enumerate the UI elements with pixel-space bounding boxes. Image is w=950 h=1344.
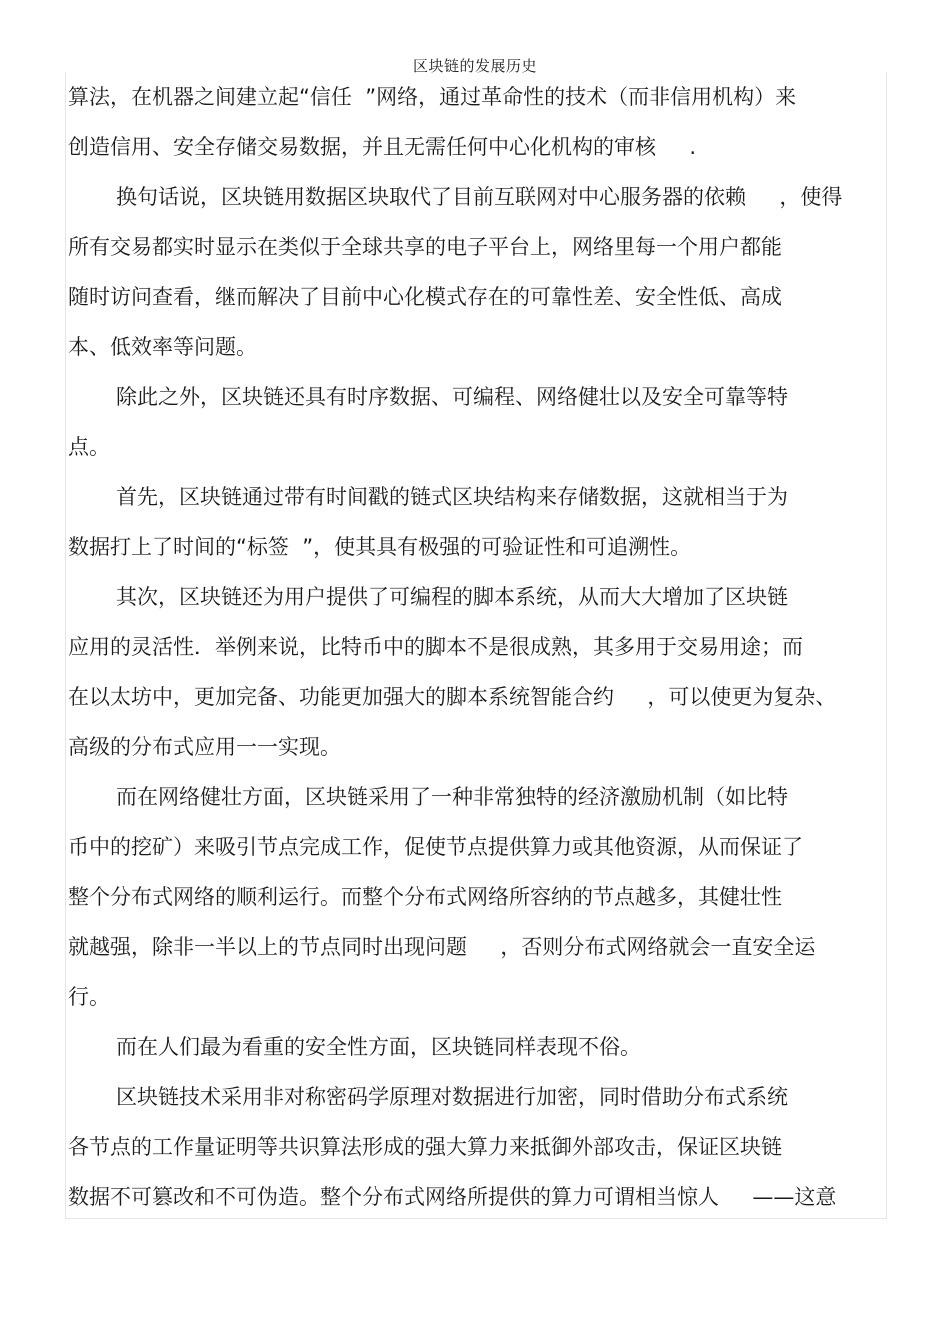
text-line: 应用的灵活性．举例来说，比特币中的脚本不是很成熟，其多用于交易用途；而 (68, 635, 803, 659)
text-line: 而在网络健壮方面，区块链采用了一种非常独特的经济激励机制（如比特 (116, 785, 788, 809)
text-line: 算法，在机器之间建立起“信任 ”网络，通过革命性的技术（而非信用机构）来 (68, 85, 797, 109)
text-line: 所有交易都实时显示在类似于全球共享的电子平台上，网络里每一个用户都能 (68, 235, 782, 259)
text-line: 各节点的工作量证明等共识算法形成的强大算力来抵御外部攻击，保证区块链 (68, 1135, 782, 1159)
text-line: 本、低效率等问题。 (68, 335, 257, 359)
text-line: 数据打上了时间的“标签 ”，使其具有极强的可验证性和可追溯性。 (68, 535, 692, 559)
text-line: 在以太坊中，更加完备、功能更加强大的脚本系统智能合约 ，可以使更为复杂、 (68, 685, 837, 709)
text-line: 高级的分布式应用一一实现。 (68, 735, 341, 759)
text-line: 数据不可篡改和不可伪造。整个分布式网络所提供的算力可谓相当惊人 ——这意 (68, 1185, 837, 1209)
text-line: 就越强，除非一半以上的节点同时出现问题 ，否则分布式网络就会一直安全运 (68, 935, 816, 959)
page-header: 区块链的发展历史 (412, 57, 537, 75)
text-line: 区块链技术采用非对称密码学原理对数据进行加密，同时借助分布式系统 (116, 1085, 788, 1109)
text-line: 行。 (68, 985, 110, 1009)
text-line: 币中的挖矿）来吸引节点完成工作，促使节点提供算力或其他资源，从而保证了 (68, 835, 803, 859)
text-line: 而在人们最为看重的安全性方面，区块链同样表现不俗。 (116, 1035, 641, 1059)
text-line: 点。 (68, 435, 110, 459)
document-body (68, 72, 888, 1222)
text-line: 创造信用、安全存储交易数据，并且无需任何中心化机构的审核 . (68, 135, 697, 159)
text-line: 随时访问查看，继而解决了目前中心化模式存在的可靠性差、安全性低、高成 (68, 285, 782, 309)
text-line: 其次，区块链还为用户提供了可编程的脚本系统，从而大大增加了区块链 (116, 585, 788, 609)
text-line: 首先，区块链通过带有时间戳的链式区块结构来存储数据，这就相当于为 (116, 485, 788, 509)
text-line: 除此之外，区块链还具有时序数据、可编程、网络健壮以及安全可靠等特 (116, 385, 788, 409)
text-line: 换句话说，区块链用数据区块取代了目前互联网对中心服务器的依赖 ，使得 (116, 185, 843, 209)
text-line: 整个分布式网络的顺利运行。而整个分布式网络所容纳的节点越多，其健壮性 (68, 885, 782, 909)
